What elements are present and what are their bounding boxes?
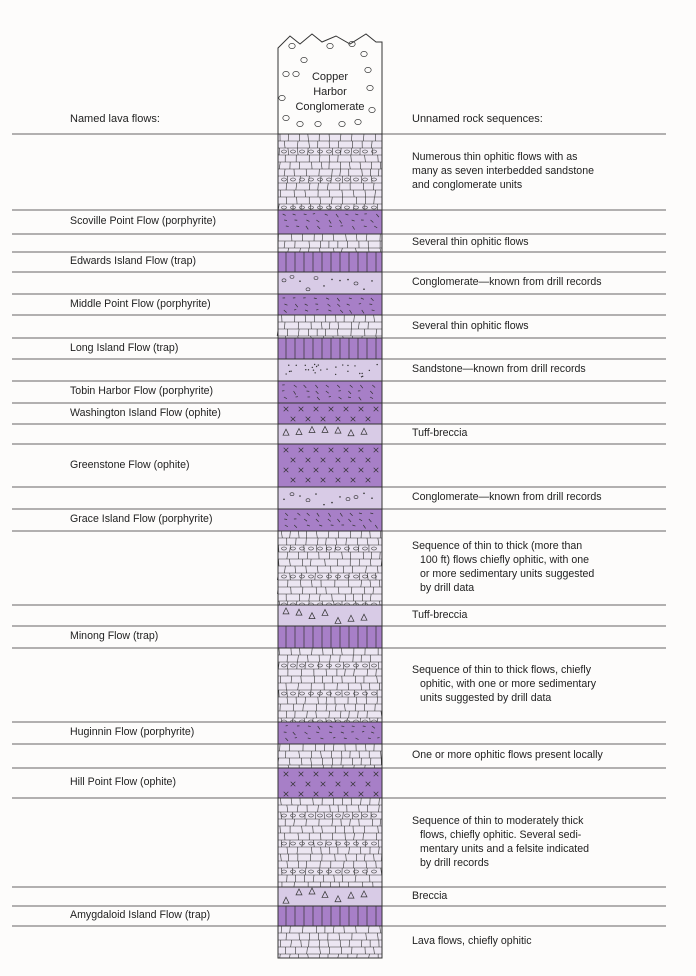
rock-unit-ophitic [278, 926, 382, 958]
rock-unit-porphyrite [278, 722, 382, 744]
rock-unit-porphyrite [278, 210, 382, 234]
named-flow-label: Huginnin Flow (porphyrite) [70, 726, 195, 738]
rock-sequence-label: ophitic, with one or more sedimentary [420, 678, 597, 690]
rock-sequence-label: Sequence of thin to thick flows, chiefly [412, 664, 592, 676]
rock-unit-ophitic [278, 648, 382, 723]
rock-sequence-label: Tuff-breccia [412, 427, 468, 439]
rock-sequence-label: Tuff-breccia [412, 608, 468, 621]
named-flow-label: Edwards Island Flow (trap) [70, 255, 196, 267]
rock-sequence-label: Sequence of thin to moderately thick [412, 814, 584, 827]
rock-unit-breccia [278, 887, 382, 906]
rock-sequence-label: Lava flows, chiefly ophitic [412, 935, 532, 947]
rock-sequence-label: Sequence of thin to thick (more than [412, 540, 583, 552]
rock-unit-ophitic [278, 134, 382, 210]
rock-unit-ophitic [278, 234, 382, 252]
rock-sequence-label: by drill data [420, 582, 475, 594]
rock-sequence-label: Sandstone—known from drill records [412, 363, 586, 375]
rock-sequence-label: flows, chiefly ophitic. Several sedi- [420, 828, 582, 841]
copper-harbor-conglomerate-label: Copper Harbor Conglomerate [295, 71, 365, 113]
rock-sequence-label: Conglomerate—known from drill records [412, 491, 602, 503]
rock-unit-trap [278, 906, 382, 926]
rock-sequence-label: Numerous thin ophitic flows with as [412, 151, 578, 163]
rock-unit-ophite [278, 444, 382, 487]
rock-unit-conglomerate [278, 487, 382, 509]
rock-sequence-label: Conglomerate—known from drill records [412, 276, 602, 288]
rock-unit-ophite [278, 768, 382, 798]
named-flow-label: Long Island Flow (trap) [70, 341, 179, 354]
rock-unit-tuff [278, 605, 382, 626]
unnamed-sequences-header: Unnamed rock sequences: [412, 113, 543, 125]
rock-unit-ophite [278, 403, 382, 424]
rock-unit-trap [278, 626, 382, 648]
named-flow-label: Greenstone Flow (ophite) [70, 458, 190, 471]
rock-unit-porphyrite [278, 294, 382, 315]
rock-sequence-label: mentary units and a felsite indicated [420, 842, 590, 855]
rock-sequence-label: Several thin ophitic flows [412, 236, 529, 248]
rock-sequence-label: many as seven interbedded sandstone [412, 165, 594, 177]
named-flow-label: Scoville Point Flow (porphyrite) [70, 215, 217, 227]
named-flow-label: Washington Island Flow (ophite) [70, 406, 221, 419]
rock-unit-sandstone [278, 359, 382, 381]
rock-sequence-label: Breccia [412, 889, 448, 902]
named-flows-header: Named lava flows: [70, 113, 160, 125]
rock-unit-porphyrite [278, 381, 382, 403]
rock-sequence-label: by drill records [420, 856, 489, 869]
named-flow-label: Minong Flow (trap) [70, 630, 159, 642]
rock-unit-ophitic [277, 315, 382, 338]
named-flow-label: Tobin Harbor Flow (porphyrite) [70, 385, 214, 397]
rock-sequence-label: units suggested by drill data [420, 692, 552, 704]
rock-sequence-label: Several thin ophitic flows [412, 319, 529, 332]
named-flow-label: Grace Island Flow (porphyrite) [70, 513, 213, 525]
named-flow-label: Amygdaloid Island Flow (trap) [70, 909, 211, 921]
named-flow-label: Middle Point Flow (porphyrite) [70, 297, 211, 310]
rock-sequence-label: and conglomerate units [412, 179, 523, 191]
rock-unit-ophitic [277, 531, 382, 606]
rock-unit-porphyrite [278, 509, 382, 531]
rock-sequence-label: or more sedimentary units suggested [420, 568, 595, 580]
rock-unit-tuff [278, 424, 382, 444]
named-flow-label: Hill Point Flow (ophite) [70, 776, 176, 788]
rock-sequence-label: One or more ophitic flows present locally [412, 749, 603, 761]
rock-unit-conglomerate [278, 272, 382, 294]
rock-unit-ophitic [278, 744, 382, 768]
rock-unit-trap [278, 338, 382, 359]
rock-sequence-label: 100 ft) flows chiefly ophitic, with one [420, 554, 589, 566]
rock-unit-ophitic [278, 798, 382, 887]
rock-unit-trap [278, 252, 382, 272]
